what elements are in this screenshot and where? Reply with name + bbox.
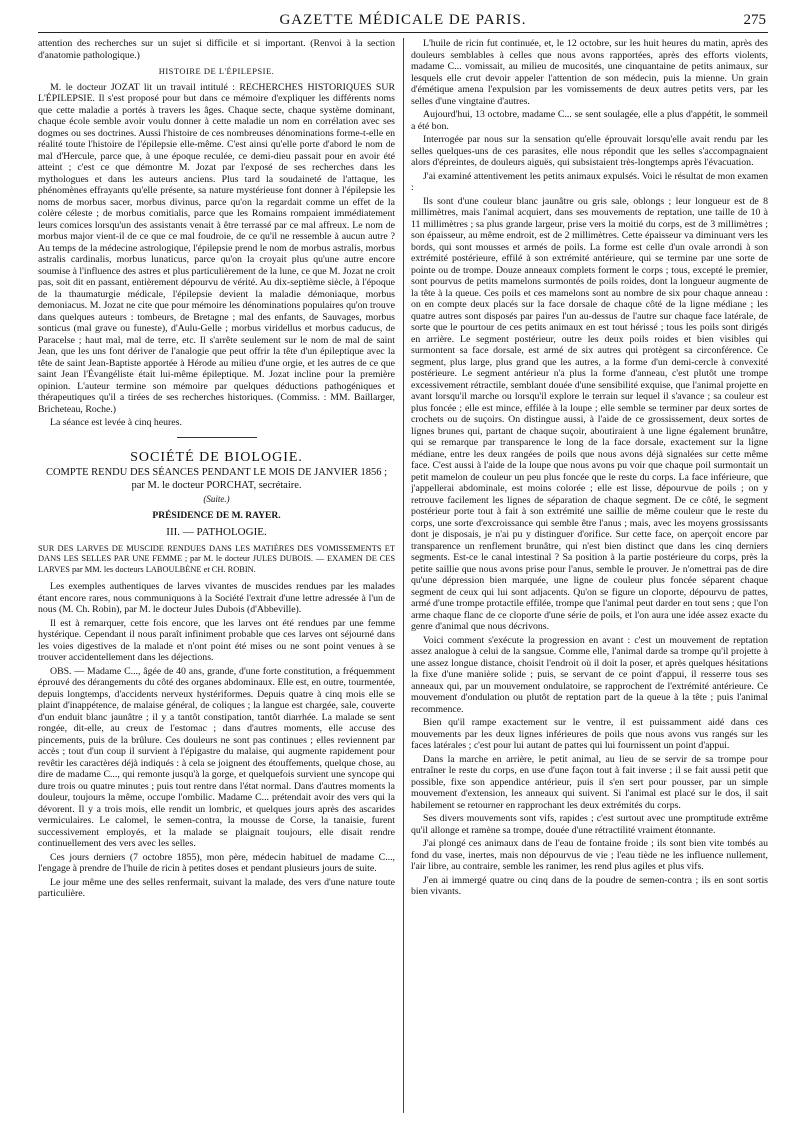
paragraph: attention des recherches sur un sujet si difficile et si important. (Renvoi à la section d'anatomie pathologique.): [38, 38, 395, 61]
paragraph: Ces jours derniers (7 octobre 1855), mon père, médecin habituel de madame C..., l'engage à prendre de l'huile de ricin à petites doses et pendant plusieurs jours de suite.: [38, 851, 395, 874]
paragraph: Il est à remarquer, cette fois encore, que les larves ont été rendues par une femme hystérique. Cependant il nous paraît infiniment probable que ces larves ont séjourné dans les voies digestives de la malade et n'ont point été mises ou ne sont point venues à se trouver accidentellement dans les déjections.: [38, 617, 395, 663]
society-heading: SOCIÉTÉ DE BIOLOGIE.: [130, 449, 303, 465]
paragraph: Dans la marche en arrière, le petit animal, au lieu de se servir de sa trompe pour entraîner le reste du corps, en use d'une façon tout à fait inverse ; il se fait aussi petit que possible, fixe son appendice antérieur, puis il s'en sert pour pousser, par un simple mouvement d'extension, les anneaux qui suivent. Si l'animal est placé sur le dos, il sait habilement se retourner en rapprochant les deux extrémités du corps.: [411, 753, 768, 811]
paragraph: Ses divers mouvements sont vifs, rapides ; c'est surtout avec une promptitude extrême qu'il allonge et ramène sa trompe, douée d'une rétractilité vraiment étonnante.: [411, 813, 768, 836]
report-heading: COMPTE RENDU DES SÉANCES PENDANT LE MOIS DE JANVIER 1856 ; par M. le docteur PORCHAT, secrétaire.: [45, 467, 388, 491]
two-column-body: [38, 38, 768, 1113]
journal-title: GAZETTE MÉDICALE DE PARIS.: [279, 12, 527, 28]
suite-label: (Suite.): [203, 494, 230, 504]
page-number: 275: [743, 12, 766, 28]
column-rule: [403, 38, 404, 1113]
paragraph: Bien qu'il rampe exactement sur le ventre, il est puissamment aidé dans ces mouvements par les deux lignes inférieures de poils que nous avons vus rangés sur les faces latérales ; c'est pour lui autant de pattes qui lui fournissent un point d'appui.: [411, 717, 768, 751]
paragraph: J'en ai immergé quatre ou cinq dans de la poudre de semen-contra ; ils en sont sortis bien vivants.: [411, 874, 768, 897]
paragraph: M. le docteur JOZAT lit un travail intitulé : RECHERCHES HISTORIQUES SUR L'ÉPILEPSIE. Il s'est proposé pour but dans ce mémoire d'expliquer les différents noms que cette maladie a portés à travers les âges. Chaque secte, chaque système dominant, chaque école semble avoir voulu donner à cette maladie un nom en corrélation avec ses dogmes ou ses doctrines. Aussi l'histoire de ces nombreuses dénominations forme-t-elle en réalité toute l'histoire de l'épilepsie elle-même. C'est ainsi qu'elle porte d'abord le nom de mal d'Hercule, parce que, à une époque reculée, ce demi-dieu passait pour en avoir été atteint ; c'est ce que démontre M. Jozat par l'exposé de ses recherches dans les mythologues et dans les auteurs anciens. Plus tard la soudaineté de l'attaque, les phénomènes effrayants qu'elle présente, sa nature mystérieuse font donner à l'épilepsie les noms de morbus sacer, morbus divinus, parce qu'on la regardait comme un effet de la colère céleste ; de morbus comitialis, parce que les Romains rompaient immédiatement leurs comices lorsqu'un des assistants venait à être terrassé par ce mal affreux. Le nom de morbus major vient-il de ce que ce mal foudroie, de ce qu'il ne ressemble à aucun autre ? Au temps de la médecine astrologique, l'épilepsie prend le nom de morbus astralis, morbus astralis cardinalis, morbus lunaticus, parce qu'on la croyait plus qu'une autre encore soumise à l'influence des astres et plus particulièrement de la lune, ce que M. Jozat ne croit pas, soit dit en passant, entièrement dépourvu de vérité. Au dix-septième siècle, à l'époque de la thaumaturgie médicale, l'épilepsie devient la maladie démoniaque, morbus demoniacus. M. Jozat ne cite que pour mémoire les dénominations populaires qu'on trouve dans quelques auteurs : tombeurs, de Bretagne ; mal des enfants, de Sauvages, morbus sonticus (mal grave ou funeste), d'Aulu-Gelle ; morbus viridellus et morbus caducus, de Paracelse ; haut mal, mal de terre, etc. Il s'arrête seulement sur le nom de mal de saint Jean, que les uns font dériver de l'analogie que peut offrir la tête d'un épileptique avec la tête de saint Jean-Baptiste apportée à Hérode au milieu d'une orgie, et les autres de ce que saint Jean l'Évangéliste était lui-même épileptique. M. Jozat incline pour la première opinion. L'auteur termine son mémoire par quelques déductions pathogéniques et thérapeutiques qu'il a tirées de ses recherches historiques. (Commiss. : MM. Baillarger, Bricheteau, Roche.): [38, 81, 395, 415]
paragraph: L'huile de ricin fut continuée, et, le 12 octobre, sur les huit heures du matin, après des douleurs semblables à celles que nous avons rapportées, après des efforts violents, madame C... vomissait, au milieu de mucosités, une cinquantaine de petits animaux, sur lesquels elle crut devoir appeler l'attention de son médecin, puis la mienne. Un grain d'émétique amena l'expulsion par les vomissements de deux autres petits vers, par les selles d'une vingtaine d'autres.: [411, 38, 768, 107]
paragraph: Ils sont d'une couleur blanc jaunâtre ou gris sale, oblongs ; leur longueur est de 8 millimètres, mais l'animal acquiert, dans ses mouvements de reptation, une taille de 10 à 11 millimètres ; sa plus grande largeur, prise vers la moitié du corps, est de 3 millimètres ; son épaisseur, au même endroit, est de 2 millimètres. Cette épaisseur va diminuant vers les bords, qui sont mousses et armés de poils. La forme est celle d'un ovale arrondi à son extrémité postérieure, effilé à son extrémité antérieure, qui se termine par une sorte de pointe ou de trompe. Douze anneaux complets forment le corps ; tous, excepté le premier, sont pourvus de petits mamelons surmontés de poils roides, dont la longueur augmente de la tête à la queue. Ces poils et ces mamelons sont au nombre de six pour chaque anneau : on en compte deux placés sur la face dorsale de chaque côté de la ligne médiane ; les quatre autres sont disposés par paires l'un au-dessus de l'autre sur chaque face latérale, de sorte que le pourtour de ces petits animaux en est tout hérissé ; tous les poils sont dirigés en arrière. Le segment postérieur, outre les deux poils roides et bien visibles qui surmontent sa face dorsale, est armé de six autres qui protègent sa circonférence. Ce segment, plus large, plus grand que les autres, a la forme d'un demi-cercle à convexité postérieure. Le segment antérieur n'a plus la forme d'anneau, c'est plutôt une trompe excessivement rétractile, semblant douée d'une sensibilité exquise, que l'animal projette en avant lorsqu'il marche ou lorsqu'il explore le terrain sur lequel il s'avance ; sa couleur est plus foncée ; elle est mince, effilée à la loupe ; elle semble se terminer par deux sortes de crochets ou de suçoirs. On distingue aussi, à l'aide de ce grossissement, deux sortes de lignes brunes qui, partant de chaque suçoir, aboutiraient à une ligne également brunâtre, qui se remarque par transparence le long de la face dorsale, exactement sur la ligne médiane, entre les deux rangées de poils que nous avons déjà signalées sur cette même face. C'est aussi à l'aide de la loupe que nous avons pu voir que chaque poil surmontait un petit mamelon de couleur un peu plus foncée que le reste du corps. La face inférieure, que j'appellerai abdominale, est moins colorée ; elle est lisse, dépourvue de poils ; on y retrouve facilement les lignes de séparation de chaque segment. De ce côté, le segment postérieur porte tout à fait à son extrémité une saillie de même couleur que le reste du corps, une sorte d'excroissance qui semble être l'anus ; mais, avec les moyens grossissants dont je disposais, je n'ai pu y distinguer d'orifice. Sur cette face, on aperçoit encore par transparence un renflement brunâtre, qui n'est bien distinct que dans les cinq derniers segments. Est-ce le canal intestinal ? Sa position à la partie postérieure du corps, près la petite saillie que nous avons prise pour l'anus, semble le prouver. Je n'omettrai pas de dire qu'une dépression bien marquée, une ligne de couleur plus foncée séparent chaque segment de ceux qui lui sont adjacents. Qu'on se figure un cloporte, dépourvu de pattes, armé d'une trompe protactile effilée, trompe que l'animal peut darder en tout sens ; que l'on arme chaque flanc de ce cloporte d'une série de poils, et l'on aura une idée assez exacte du genre d'animal que nous décrivons.: [411, 195, 768, 632]
paragraph: J'ai examiné attentivement les petits animaux expulsés. Voici le résultat de mon examen :: [411, 170, 768, 193]
paragraph: La séance est levée à cinq heures.: [50, 417, 182, 428]
left-column: [38, 38, 395, 1113]
divider: [177, 437, 257, 438]
paragraph: Le jour même une des selles renfermait, suivant la malade, des vers d'une nature toute particulière.: [38, 876, 395, 899]
right-column: [411, 38, 768, 1113]
paragraph: J'ai plongé ces animaux dans de l'eau de fontaine froide ; ils sont bien vite tombés au fond du vase, inertes, mais non dépourvus de vie ; l'eau tiède ne les influence nullement, l'air libre, au contraire, semble les ranimer, les rend plus agiles et plus vifs.: [411, 838, 768, 872]
paragraph: Voici comment s'exécute la progression en avant : c'est un mouvement de reptation assez analogue à celui de la sangsue. Comme elle, l'animal darde sa trompe qu'il projette à une assez longue distance, choisit l'endroit où il doit la poser, et après quelques hésitations la fixe d'une manière solide ; puis, se servant de ce point d'appui, il resserre tous ses anneaux qui, par un mouvement ondulatoire, se rapprochent de l'extrémité antérieure. Ce mouvement d'ondulation ou plutôt de reptation part de la queue à la tête ; puis l'animal recommence.: [411, 634, 768, 715]
paragraph: Aujourd'hui, 13 octobre, madame C... se sent soulagée, elle a plus d'appétit, le sommeil a été bon.: [411, 109, 768, 132]
journal-page: [38, 10, 768, 1115]
section-heading-epilepsie: HISTOIRE DE L'ÉPILEPSIE.: [158, 66, 275, 76]
presidence-heading: PRÉSIDENCE DE M. RAYER.: [152, 510, 281, 521]
paragraph: Interrogée par nous sur la sensation qu'elle éprouvait lorsqu'elle avait rendu par les selles quelques-uns de ces parasites, elle nous répondit que les selles s'accompagnaient alors d'épreintes, de douleurs aiguës, qui subsistaient très-longtemps après l'évacuation.: [411, 134, 768, 168]
paragraph: Les exemples authentiques de larves vivantes de muscides rendues par les malades étant encore rares, nous communiquons à la Société l'extrait d'une lettre adressée à l'un de nous (M. Ch. Robin), par M. le docteur Jules Dubois (d'Abbeville).: [38, 581, 395, 615]
section-heading-pathologie: III. — PATHOLOGIE.: [166, 526, 267, 538]
article-subtitle: SUR DES LARVES DE MUSCIDE RENDUES DANS LES MATIÈRES DES VOMISSEMENTS ET DANS LES SELLES PAR UNE FEMME ; par M. le docteur JULES DUBOIS. — EXAMEN DE CES LARVES par MM. les docteurs LABOULBÈNE et CH. ROBIN.: [38, 543, 395, 574]
paragraph: OBS. — Madame C..., âgée de 40 ans, grande, d'une forte constitution, a fréquemment éprouvé des dérangements du côté des organes abdominaux. Elle est, en outre, tourmentée, depuis longtemps, d'accidents nerveux hystériformes. Depuis quatre à cinq mois elle se plaint d'inappétence, de malaise général, de coliques ; la langue est chargée, sale, couverte d'un enduit blanc jaunâtre ; il y a tantôt constipation, tantôt diarrhée. La malade se sent rongée, dit-elle, au creux de l'estomac ; dans d'autres moments, elle accuse des pincements, puis de la brûlure. Ces douleurs ne sont pas continues ; elles reviennent par accès ; tout d'un coup il survient à l'épigastre du malaise, qui augmente rapidement pour revêtir les caractères déjà indiqués : à cela se joignent des étouffements, quelque chose, au dire de madame C..., qui remonte jusqu'à la gorge, et quelquefois survient une syncope qui dure trois ou quatre minutes ; puis tout rentre dans l'état normal. Dans d'autres moments la douleur, toujours la même, occupe l'ombilic. Madame C... prétendait avoir des vers qui la dévorent. Il y a trois mois, elle rendit un lombric, et quelques jours après des ascarides vermiculaires. Le calomel, le semen-contra, la mousse de Corse, la tanaisie, furent successivement employés, et la malade se plaignait toujours, elle disait rendre continuellement des vers avec les selles.: [38, 665, 395, 849]
page-header: [38, 10, 768, 33]
